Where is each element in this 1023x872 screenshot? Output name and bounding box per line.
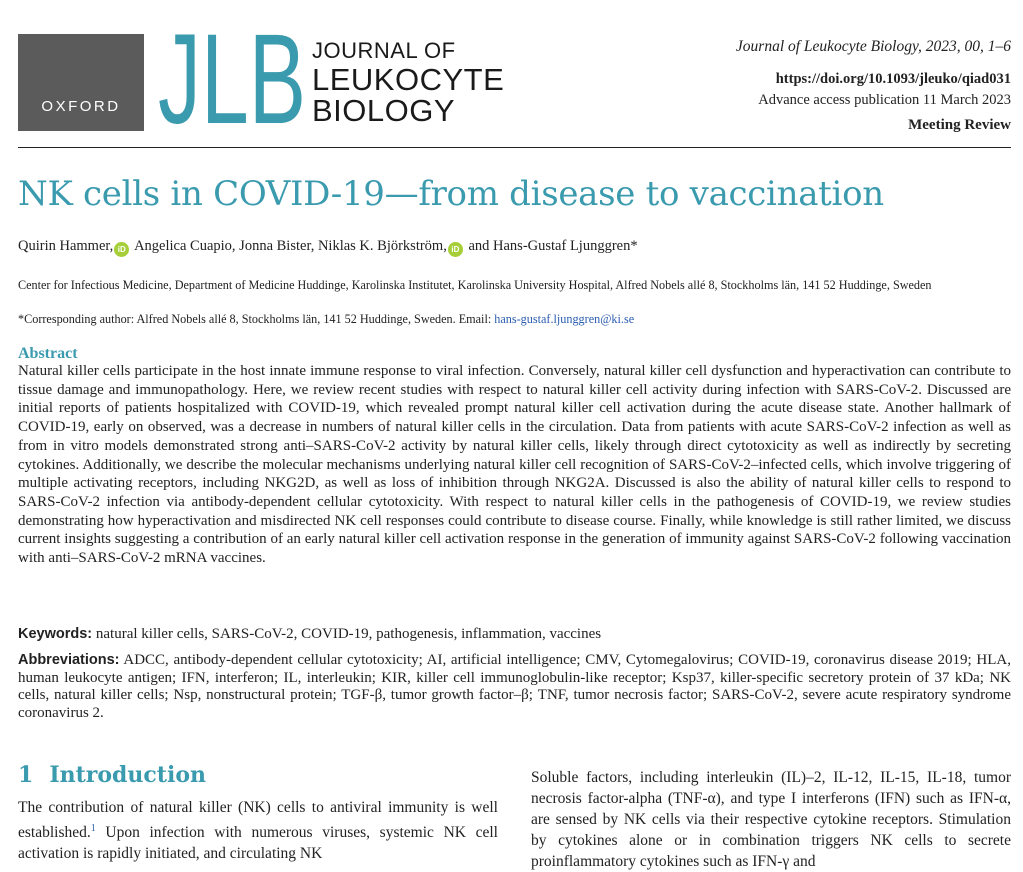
- keywords: [18, 626, 601, 643]
- abbreviations-text: ADCC, antibody-dependent cellular cytotoxicity; AI, artificial intelligence; CMV, Cytomegalovirus; COVID-19, coronavirus disease 2019; HLA, human leukocyte antigen; IFN, interferon; IL, interleukin; KIR, killer cell immunoglobulin-like receptor; Ksp37, killer-specific secretory protein of 37 kDa; NK cells, natural killer cells; Nsp, nonstructural protein; TGF-β, tumor growth factor–β; TNF, tumor necrosis factor; SARS-CoV-2, severe acute respiratory syndrome coronavirus 2.: [18, 652, 1011, 721]
- author-name: Angelica Cuapio, Jonna Bister, Niklas K. Björkström,: [131, 238, 447, 254]
- orcid-icon[interactable]: iD: [114, 242, 129, 257]
- affiliation: Center for Infectious Medicine, Department of Medicine Huddinge, Karolinska Institutet, Karolinska University Hospital, Alfred Nobels allé 8, Stockholms län, 141 52 Huddinge, Sweden: [18, 278, 932, 292]
- abbreviations: [18, 652, 1011, 722]
- corresponding-author: [18, 312, 634, 327]
- journal-name: [312, 38, 504, 126]
- jlb-logo: [158, 22, 308, 130]
- article-title: NK cells in COVID-19—from disease to vaccination: [18, 174, 884, 214]
- intro-text: Upon infection with numerous viruses, systemic NK cell activation is rapidly initiated, and circulating NK: [18, 824, 498, 863]
- journal-reference: Journal of Leukocyte Biology, 2023, 00, 1–6: [735, 38, 1011, 55]
- article-metadata: [736, 36, 1011, 136]
- abstract-heading: Abstract: [18, 345, 78, 362]
- intro-right-column: Soluble factors, including interleukin (IL)–2, IL-12, IL-15, IL-18, tumor necrosis factor-alpha (TNF-α), and type I interferons (IFN) such as IFN-α, are sensed by NK cells via their respective cytokine receptors. Stimulation by cytokines alone or in combination triggers NK cells to secrete proinflammatory cytokines such as IFN-γ and: [531, 769, 1011, 870]
- orcid-icon[interactable]: iD: [448, 242, 463, 257]
- abbreviations-label: Abbreviations:: [18, 652, 120, 668]
- header-divider: [18, 147, 1011, 148]
- author-list: [18, 238, 638, 257]
- intro-left-column: [18, 797, 498, 864]
- journal-name-line1: JOURNAL OF: [312, 38, 456, 63]
- section-heading: [18, 762, 206, 788]
- email-link[interactable]: hans-gustaf.ljunggren@ki.se: [494, 312, 635, 326]
- section-title: Introduction: [49, 762, 206, 788]
- intro-text: The contribution of natural killer (NK) cells to antiviral immunity is well established.: [18, 799, 498, 842]
- keywords-text: natural killer cells, SARS-CoV-2, COVID-19, pathogenesis, inflammation, vaccines: [92, 626, 602, 642]
- oxford-logo: [18, 34, 144, 131]
- journal-name-line2: LEUKOCYTE: [312, 62, 505, 97]
- author-name: and Hans-Gustaf Ljunggren*: [464, 238, 638, 254]
- journal-name-line3: BIOLOGY: [312, 93, 456, 128]
- doi-link[interactable]: https://doi.org/10.1093/jleuko/qiad031: [775, 71, 1011, 87]
- author-name: Quirin Hammer,: [18, 238, 114, 254]
- citation-link[interactable]: 1: [90, 823, 96, 834]
- keywords-label: Keywords:: [18, 626, 93, 642]
- section-number: 1: [18, 762, 34, 788]
- advance-access-date: Advance access publication 11 March 2023: [758, 92, 1011, 108]
- jlb-logo-letters: JLB: [158, 22, 306, 130]
- publisher-name: OXFORD: [41, 98, 121, 115]
- article-type: Meeting Review: [908, 117, 1011, 133]
- abstract-text: Natural killer cells participate in the host innate immune response to viral infection. Conversely, natural killer cell dysfunction and hyperactivation can contribute to tissue damage and immunopathology. Here, we review recent studies with respect to natural killer cell activity during infection with SARS-CoV-2. Discussed are initial reports of patients hospitalized with COVID-19, which revealed prompt natural killer cell activation during the acute disease state. Another hallmark of COVID-19, early on observed, was a decrease in numbers of natural killer cells in the circulation. Data from patients with acute SARS-CoV-2 infection as well as from in vitro models demonstrated strong anti–SARS-CoV-2 activity by natural killer cells, likely through direct cytotoxicity as well as indirectly by secreting cytokines. Additionally, we describe the molecular mechanisms underlying natural killer cell recognition of SARS-CoV-2–infected cells, which involve triggering of multiple activating receptors, including NKG2D, as well as loss of inhibition through NKG2A. Discussed is also the ability of natural killer cells to respond to SARS-CoV-2 infection via antibody-dependent cellular cytotoxicity. With respect to natural killer cells in the pathogenesis of COVID-19, we review studies demonstrating how hyperactivation and misdirected NK cell responses could contribute to disease course. Finally, while knowledge is still rather limited, we discuss current insights suggesting a contribution of an early natural killer cell activation response in the generation of immunity against SARS-CoV-2 following vaccination with anti–SARS-CoV-2 mRNA vaccines.: [18, 363, 1011, 567]
- corresponding-address: *Corresponding author: Alfred Nobels allé 8, Stockholms län, 141 52 Huddinge, Sweden. Email:: [18, 312, 495, 326]
